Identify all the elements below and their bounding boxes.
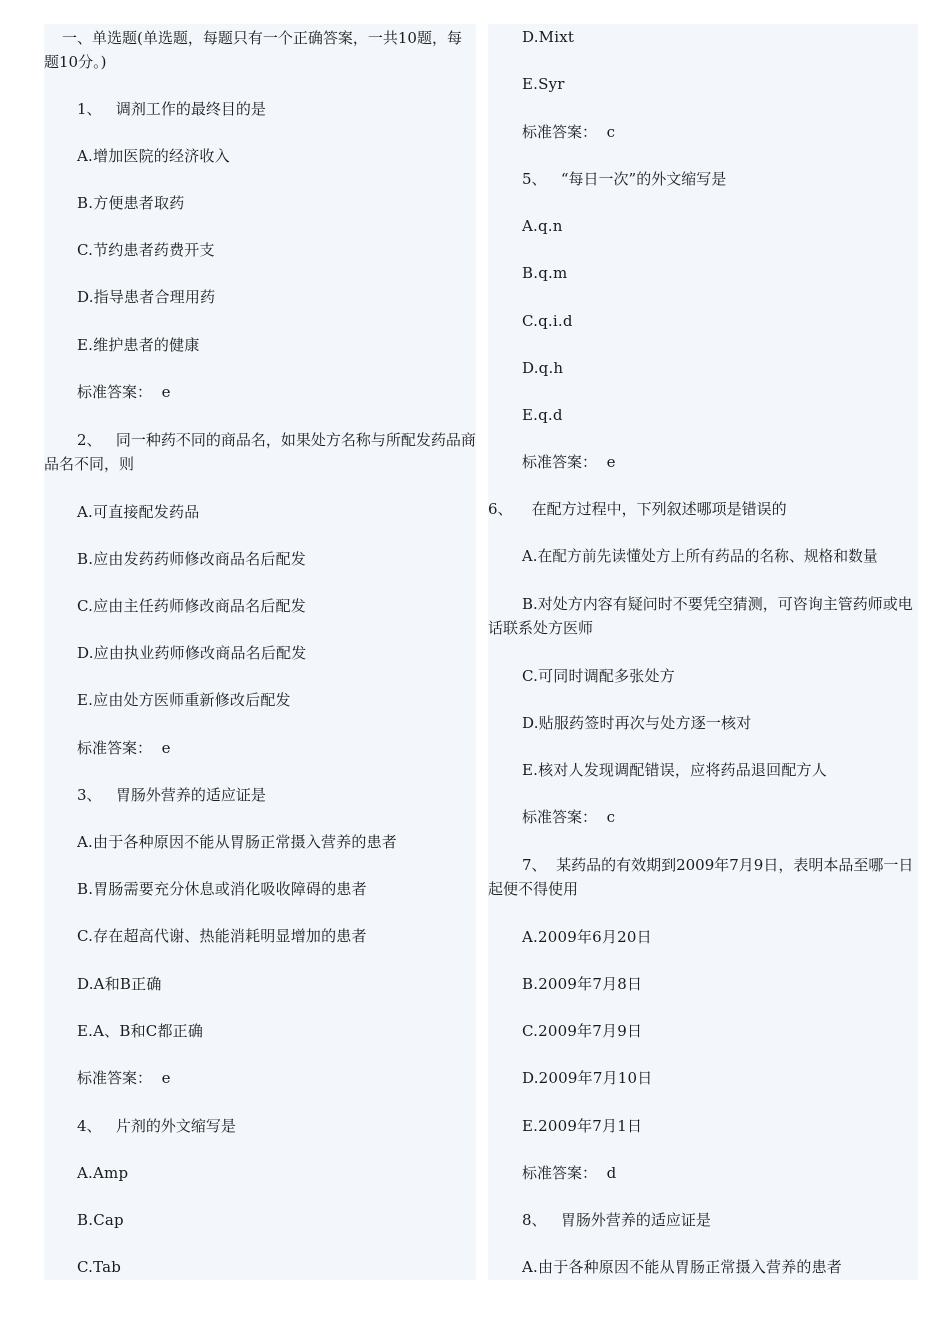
q6-answer (522, 805, 615, 829)
question-text: 胃肠外营养的适应证是 (115, 786, 266, 804)
q6-option-e: E.核对人发现调配错误，应将药品退回配方人 (522, 761, 827, 779)
q5-option-e: E.q.d (522, 406, 563, 424)
answer-label: 标准答案： (522, 453, 598, 471)
question-number: 7、 (522, 856, 547, 874)
q8-option-a: A.由于各种原因不能从胃肠正常摄入营养的患者 (522, 1258, 843, 1276)
answer-label: 标准答案： (77, 383, 153, 401)
q6-option-c: C.可同时调配多张处方 (522, 667, 675, 685)
q1-option-e: E.维护患者的健康 (77, 336, 200, 354)
q4-option-c: C.Tab (77, 1258, 122, 1276)
q6-option-d: D.贴服药签时再次与处方逐一核对 (522, 714, 752, 732)
answer-value: e (606, 453, 616, 471)
question-7-stem (488, 853, 918, 901)
q5-option-d: D.q.h (522, 359, 564, 377)
answer-value: c (606, 123, 615, 141)
q4-option-e: E.Syr (522, 75, 565, 93)
q2-option-d: D.应由执业药师修改商品名后配发 (77, 644, 307, 662)
question-number: 1、 (77, 100, 102, 118)
answer-value: e (161, 1069, 171, 1087)
q1-option-b: B.方便患者取药 (77, 194, 185, 212)
answer-label: 标准答案： (77, 739, 153, 757)
q5-option-a: A.q.n (522, 217, 563, 235)
question-4-stem (77, 1114, 236, 1138)
q4-option-b: B.Cap (77, 1211, 124, 1229)
question-text: 同一种药不同的商品名，如果处方名称与所配发药品商品名不同，则 (44, 431, 476, 473)
q7-option-d: D.2009年7月10日 (522, 1069, 653, 1087)
answer-value: d (606, 1164, 617, 1182)
question-number: 8、 (522, 1211, 547, 1229)
answer-value: c (606, 808, 615, 826)
q2-option-e: E.应由处方医师重新修改后配发 (77, 691, 291, 709)
question-2-stem (44, 428, 476, 476)
question-text: 调剂工作的最终目的是 (115, 100, 266, 118)
question-number: 3、 (77, 786, 102, 804)
question-3-stem (77, 783, 266, 807)
q3-option-e: E.A、B和C都正确 (77, 1022, 204, 1040)
q2-option-a: A.可直接配发药品 (77, 503, 200, 521)
q4-option-a: A.Amp (77, 1164, 129, 1182)
question-text: 某药品的有效期到2009年7月9日，表明本品至哪一日起便不得使用 (488, 856, 914, 898)
q3-option-a: A.由于各种原因不能从胃肠正常摄入营养的患者 (77, 833, 398, 851)
question-number: 5、 (522, 170, 547, 188)
question-text: “每日一次”的外文缩写是 (560, 170, 727, 188)
question-text: 片剂的外文缩写是 (115, 1117, 236, 1135)
q1-option-a: A.增加医院的经济收入 (77, 147, 230, 165)
q4-option-d: D.Mixt (522, 28, 575, 46)
q1-answer (77, 380, 170, 404)
q3-option-b: B.胃肠需要充分休息或消化吸收障碍的患者 (77, 880, 367, 898)
section-header: 一、单选题(单选题，每题只有一个正确答案，一共10题，每题10分。) (44, 29, 462, 71)
q7-answer (522, 1161, 616, 1185)
right-column (488, 24, 918, 1280)
q6-option-a: A.在配方前先读懂处方上所有药品的名称、规格和数量 (522, 548, 878, 565)
q5-option-c: C.q.i.d (522, 312, 573, 330)
answer-value: e (161, 383, 171, 401)
question-6-stem (488, 497, 787, 521)
q4-answer (522, 120, 615, 144)
question-5-stem (522, 167, 726, 191)
q6-option-b: B.对处方内容有疑问时不要凭空猜测，可咨询主管药师或电话联系处方医师 (488, 595, 913, 637)
q7-option-b: B.2009年7月8日 (522, 975, 643, 993)
q7-option-e: E.2009年7月1日 (522, 1117, 643, 1135)
q7-option-c: C.2009年7月9日 (522, 1022, 643, 1040)
answer-label: 标准答案： (77, 1069, 153, 1087)
answer-label: 标准答案： (522, 123, 598, 141)
question-text: 胃肠外营养的适应证是 (560, 1211, 711, 1229)
q3-option-d: D.A和B正确 (77, 975, 162, 993)
question-number: 6、 (488, 500, 513, 518)
q3-answer (77, 1066, 170, 1090)
q1-option-c: C.节约患者药费开支 (77, 241, 215, 259)
q2-option-b: B.应由发药药师修改商品名后配发 (77, 550, 306, 568)
question-1-stem (77, 97, 266, 121)
q7-option-a: A.2009年6月20日 (522, 928, 652, 946)
question-8-stem (522, 1208, 711, 1232)
answer-value: e (161, 739, 171, 757)
answer-label: 标准答案： (522, 1164, 598, 1182)
q3-option-c: C.存在超高代谢、热能消耗明显增加的患者 (77, 927, 367, 945)
q5-answer (522, 450, 615, 474)
question-number: 4、 (77, 1117, 102, 1135)
question-text: 在配方过程中，下列叙述哪项是错误的 (531, 500, 787, 518)
q2-option-c: C.应由主任药师修改商品名后配发 (77, 597, 306, 615)
q5-option-b: B.q.m (522, 264, 568, 282)
answer-label: 标准答案： (522, 808, 598, 826)
question-number: 2、 (77, 431, 102, 449)
q2-answer (77, 736, 170, 760)
q1-option-d: D.指导患者合理用药 (77, 288, 216, 306)
